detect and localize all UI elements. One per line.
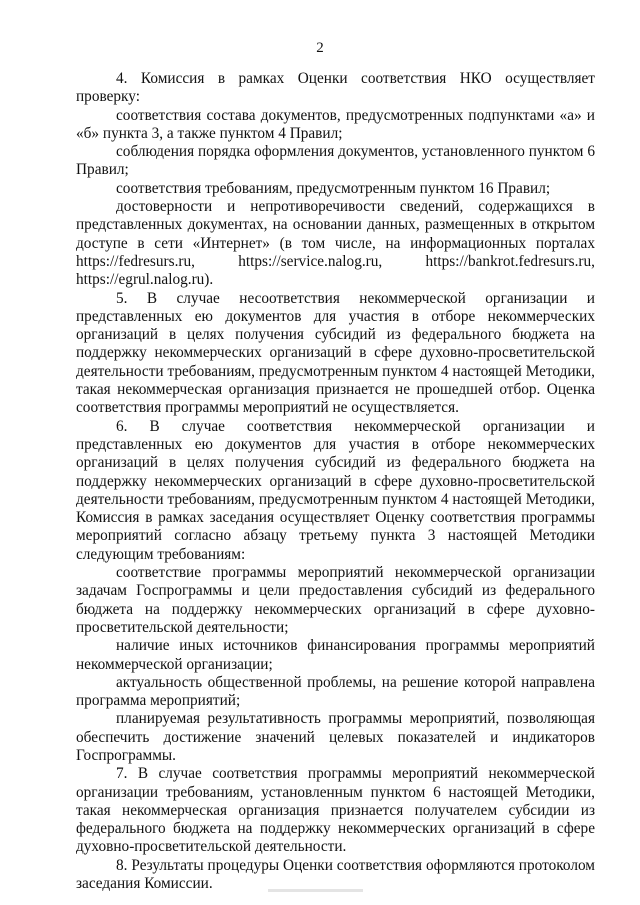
scan-artifact-line [268, 889, 363, 892]
paragraph-item-5: 5. В случае несоответствия некоммерческой организации и представленных ею документов для участия в отборе некоммерческих организаций в целях получения субсидий из федерального бюджета на поддержку некоммерческих организаций в сфере духовно-просветительской деятельности требованиям, предусмотренным пунктом 4 настоящей Методики, такая некоммерческая организация признается не прошедшей отбор. Оценка соответствия программы мероприятий не осуществляется. [76, 289, 595, 417]
paragraph-req-results: планируемая результативность программы мероприятий, позволяющая обеспечить достижение значений целевых показателей и индикаторов Госпрограммы. [76, 710, 595, 764]
paragraph-item-4: 4. Комиссия в рамках Оценки соответствия НКО осуществляет проверку: [76, 70, 595, 106]
document-body [76, 70, 595, 893]
paragraph-item-8: 8. Результаты процедуры Оценки соответствия оформляются протоколом заседания Комиссии. [76, 856, 595, 893]
paragraph-req-goals: соответствие программы мероприятий некоммерческой организации задачам Госпрограммы и цели предоставления субсидий из федерального бюджета на поддержку некоммерческих организаций в сфере духовно-просветительской деятельности; [76, 564, 595, 636]
paragraph-check-reliability: достоверности и непротиворечивости сведений, содержащихся в представленных документах, на основании данных, размещенных в открытом доступе в сети «Интернет» (в том числе, на информационных порталах https://fedresurs.ru, https://service.nalog.ru, https://bankrot.fedresurs.ru, https://egrul.nalog.ru). [76, 198, 595, 289]
page-number: 2 [316, 40, 324, 56]
paragraph-item-6: 6. В случае соответствия некоммерческой организации и представленных ею документов для участия в отборе некоммерческих организаций в целях получения субсидий из федерального бюджета на поддержку некоммерческих организаций в сфере духовно-просветительской деятельности требованиям, предусмотренным пунктом 4 настоящей Методики, Комиссия в рамках заседания осуществляет Оценку соответствия программы мероприятий согласно абзацу третьему пункта 3 настоящей Методики следующим требованиям: [76, 417, 595, 563]
paragraph-check-procedure: соблюдения порядка оформления документов, установленного пунктом 6 Правил; [76, 143, 595, 179]
paragraph-check-documents: соответствия состава документов, предусмотренных подпунктами «а» и «б» пункта 3, а также пунктом 4 Правил; [76, 106, 595, 142]
paragraph-req-funding: наличие иных источников финансирования программы мероприятий некоммерческой организации; [76, 637, 595, 673]
paragraph-check-requirements: соответствия требованиям, предусмотренным пунктом 16 Правил; [116, 179, 551, 197]
paragraph-item-7: 7. В случае соответствия программы мероприятий некоммерческой организации требованиям, установленным пунктом 6 настоящей Методики, такая некоммерческая организация признается получателем субсидии из федерального бюджета на поддержку некоммерческих организаций в сфере духовно-просветительской деятельности. [76, 765, 595, 856]
paragraph-req-relevance: актуальность общественной проблемы, на решение которой направлена программа мероприятий; [76, 673, 595, 710]
